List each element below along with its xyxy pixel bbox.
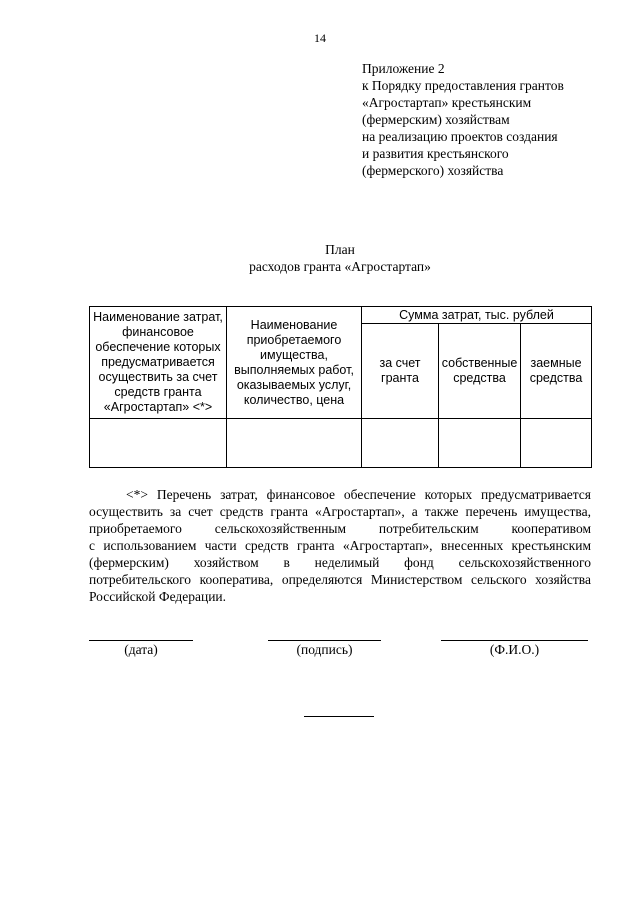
appendix-note bbox=[362, 60, 622, 179]
footnote-line: <*> Перечень затрат, финансовое обеспечение которых предусматривается bbox=[126, 487, 591, 502]
footnote-line: приобретаемого сельскохозяйственным потребительским кооперативом bbox=[89, 521, 591, 536]
table-cell[interactable] bbox=[521, 419, 592, 468]
appendix-line: на реализацию проектов создания bbox=[362, 129, 558, 144]
grant-expense-table bbox=[89, 306, 592, 468]
header-own-funds: собственные средства bbox=[439, 324, 521, 419]
header-property-name: Наименование приобретаемого имущества, выполняемых работ, оказываемых услуг, количество, цена bbox=[227, 307, 362, 419]
plan-title: План bbox=[325, 242, 355, 257]
date-line bbox=[89, 640, 193, 641]
name-line bbox=[441, 640, 588, 641]
header-grant-funds: за счет гранта bbox=[362, 324, 439, 419]
appendix-line: «Агростартап» крестьянским bbox=[362, 95, 532, 110]
header-sum: Сумма затрат, тыс. рублей bbox=[362, 307, 592, 324]
appendix-line: и развития крестьянского bbox=[362, 146, 509, 161]
plan-subtitle: расходов гранта «Агростартап» bbox=[249, 259, 431, 274]
footnote-line: (фермерским) хозяйством в неделимый фонд сельскохозяйственного bbox=[89, 555, 591, 570]
table-cell[interactable] bbox=[439, 419, 521, 468]
table-cell[interactable] bbox=[90, 419, 227, 468]
footnote-line: с использованием части средств гранта «Агростартап», внесенных крестьянским bbox=[89, 538, 591, 553]
table-cell[interactable] bbox=[362, 419, 439, 468]
footnote-line: осуществить за счет средств гранта «Агростартап», а также перечень имущества, bbox=[89, 504, 591, 519]
footnote bbox=[89, 486, 591, 605]
header-expense-name: Наименование затрат, финансовое обеспечение которых предусматривается осуществить за счет средств гранта «Агростартап» <*> bbox=[90, 307, 227, 419]
appendix-line: (фермерского) хозяйства bbox=[362, 163, 504, 178]
appendix-line: к Порядку предоставления грантов bbox=[362, 78, 564, 93]
end-rule bbox=[304, 716, 374, 717]
table-cell[interactable] bbox=[227, 419, 362, 468]
signature-line bbox=[268, 640, 381, 641]
appendix-line: (фермерским) хозяйствам bbox=[362, 112, 510, 127]
plan-heading bbox=[0, 241, 640, 275]
footnote-line: Российской Федерации. bbox=[89, 589, 227, 604]
footnote-line: потребительского кооператива, определяются Министерством сельского хозяйства bbox=[89, 572, 591, 587]
header-borrowed-funds: заемные средства bbox=[521, 324, 592, 419]
signature-label: (подпись) bbox=[296, 642, 353, 657]
date-label: (дата) bbox=[124, 642, 158, 657]
table-row bbox=[90, 419, 592, 468]
name-label: (Ф.И.О.) bbox=[489, 642, 540, 657]
appendix-line: Приложение 2 bbox=[362, 61, 445, 76]
page-number: 14 bbox=[314, 31, 326, 45]
